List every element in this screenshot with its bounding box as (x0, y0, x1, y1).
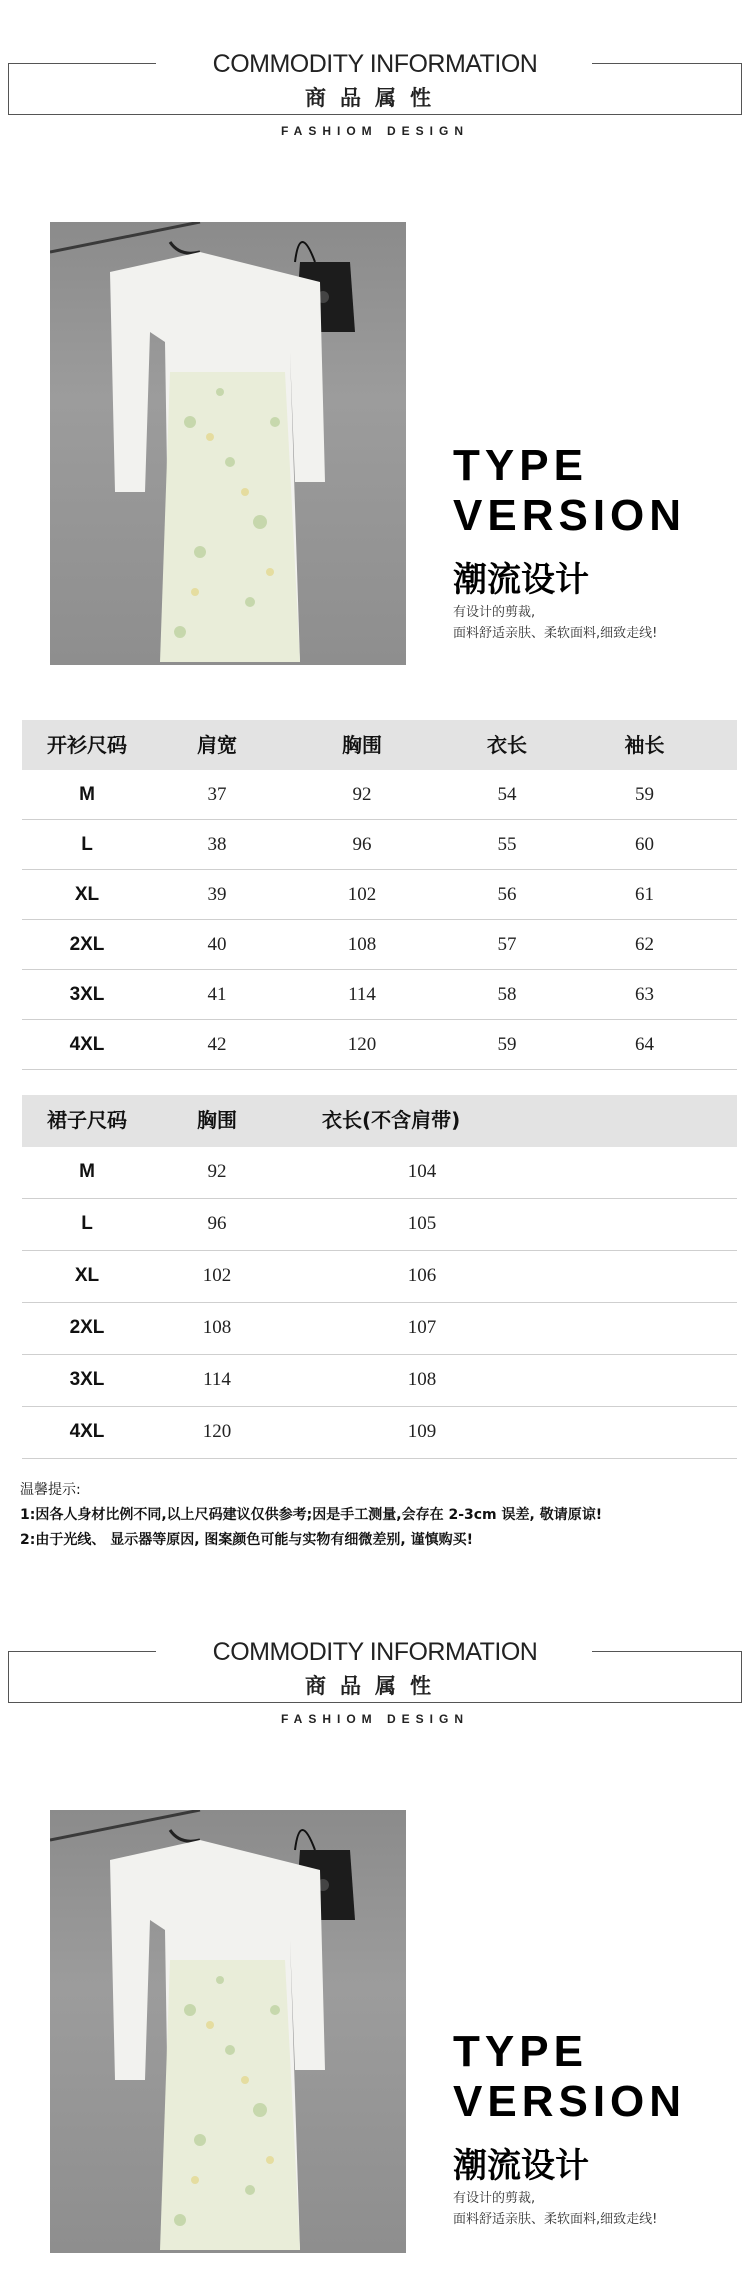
value-cell: 96 (207, 1213, 227, 1234)
table-row (22, 770, 737, 820)
header-cell: 裙子尺码 (47, 1108, 127, 1132)
value-cell: 120 (347, 1034, 377, 1055)
header-cell: 袖长 (624, 733, 665, 757)
value-cell: 64 (635, 1034, 654, 1055)
type-title (453, 441, 686, 541)
notes-line1: 1:因各人身材比例不同,以上尺码建议仅供参考;因是手工测量,会存在 2-3cm 误差, 敬请原谅! (20, 1507, 603, 1523)
value-cell: 63 (635, 984, 654, 1005)
size-cell: M (79, 1161, 95, 1182)
type-desc-line2: 面料舒适亲肤、柔软面料,细致走线! (453, 2212, 658, 2227)
commodity-header-repeat (0, 1588, 750, 1726)
header-cell: 衣长 (487, 733, 527, 757)
value-cell: 114 (348, 984, 376, 1005)
value-cell: 120 (202, 1421, 232, 1442)
value-cell: 41 (207, 984, 227, 1005)
type-title-cn: 潮流设计 (453, 2146, 589, 2186)
value-cell: 105 (407, 1213, 437, 1234)
size-cell: L (81, 834, 93, 855)
size-cell: M (79, 784, 95, 805)
table-row (22, 820, 737, 870)
type-title-line1: TYPE (453, 441, 588, 490)
type-desc-line1: 有设计的剪裁, (453, 605, 536, 620)
type-description (453, 2188, 657, 2230)
value-cell: 58 (497, 984, 517, 1005)
type-title-cn: 潮流设计 (453, 560, 589, 600)
value-cell: 62 (635, 934, 654, 955)
value-cell: 39 (207, 884, 227, 905)
table-row (22, 970, 737, 1020)
size-cell: XL (74, 884, 100, 905)
value-cell: 61 (635, 884, 654, 905)
value-cell: 59 (497, 1034, 517, 1055)
value-cell: 92 (352, 784, 372, 805)
table-row (22, 1147, 737, 1199)
table-row (22, 1020, 737, 1070)
header-subtitle: FASHIOM DESIGN (280, 1712, 469, 1726)
table-row (22, 1199, 737, 1251)
header-subtitle: FASHIOM DESIGN (280, 124, 469, 138)
header-cell: 开衫尺码 (47, 733, 127, 757)
value-cell: 55 (497, 834, 517, 855)
value-cell: 42 (207, 1034, 227, 1055)
value-cell: 92 (207, 1161, 227, 1182)
type-desc-line1: 有设计的剪裁, (453, 2191, 536, 2206)
type-title (453, 2027, 686, 2127)
type-title-line2: VERSION (453, 491, 687, 540)
type-description (453, 602, 657, 644)
value-cell: 60 (635, 834, 654, 855)
header-title-cn: 商品属性 (305, 86, 445, 110)
table-row (22, 1407, 737, 1459)
type-desc-line2: 面料舒适亲肤、柔软面料,细致走线! (453, 626, 658, 641)
size-cell: 2XL (69, 934, 105, 955)
size-cell: 3XL (69, 984, 105, 1005)
size-cell: 4XL (69, 1034, 105, 1055)
header-title: COMMODITY INFORMATION (212, 50, 538, 78)
value-cell: 108 (202, 1317, 232, 1338)
value-cell: 37 (207, 784, 227, 805)
size-cell: 2XL (69, 1317, 105, 1338)
value-cell: 102 (202, 1265, 232, 1286)
header-title: COMMODITY INFORMATION (212, 1638, 538, 1666)
size-cell: XL (74, 1265, 100, 1286)
header-cell: 胸围 (342, 733, 382, 757)
value-cell: 108 (407, 1369, 437, 1390)
value-cell: 56 (497, 884, 517, 905)
value-cell: 54 (497, 784, 517, 805)
table-header (22, 720, 737, 770)
type-title-line1: TYPE (453, 2027, 588, 2076)
value-cell: 114 (203, 1369, 231, 1390)
notes-line2: 2:由于光线、 显示器等原因, 图案颜色可能与实物有细微差别, 谨慎购买! (20, 1532, 473, 1548)
table-header (22, 1095, 737, 1147)
table-row (22, 920, 737, 970)
value-cell: 57 (497, 934, 517, 955)
table-row (22, 1251, 737, 1303)
size-cell: 3XL (69, 1369, 105, 1390)
commodity-header (0, 0, 750, 138)
value-cell: 106 (407, 1265, 437, 1286)
value-cell: 59 (635, 784, 654, 805)
size-cell: 4XL (69, 1421, 105, 1442)
header-title-cn: 商品属性 (305, 1674, 445, 1698)
notes-title: 温馨提示: (20, 1482, 81, 1498)
table-row (22, 1355, 737, 1407)
value-cell: 107 (407, 1317, 437, 1338)
value-cell: 40 (207, 934, 227, 955)
header-cell: 肩宽 (197, 733, 237, 757)
value-cell: 109 (407, 1421, 437, 1442)
size-notes (20, 1478, 602, 1553)
value-cell: 104 (407, 1161, 437, 1182)
value-cell: 102 (347, 884, 377, 905)
value-cell: 108 (347, 934, 377, 955)
table-row (22, 870, 737, 920)
size-cell: L (81, 1213, 93, 1234)
value-cell: 96 (352, 834, 372, 855)
table-row (22, 1303, 737, 1355)
header-cell: 衣长(不含肩带) (322, 1108, 461, 1132)
value-cell: 38 (207, 834, 227, 855)
product-photo (50, 222, 406, 665)
type-title-line2: VERSION (453, 2077, 687, 2126)
product-photo (50, 1810, 406, 2253)
header-cell: 胸围 (197, 1108, 237, 1132)
